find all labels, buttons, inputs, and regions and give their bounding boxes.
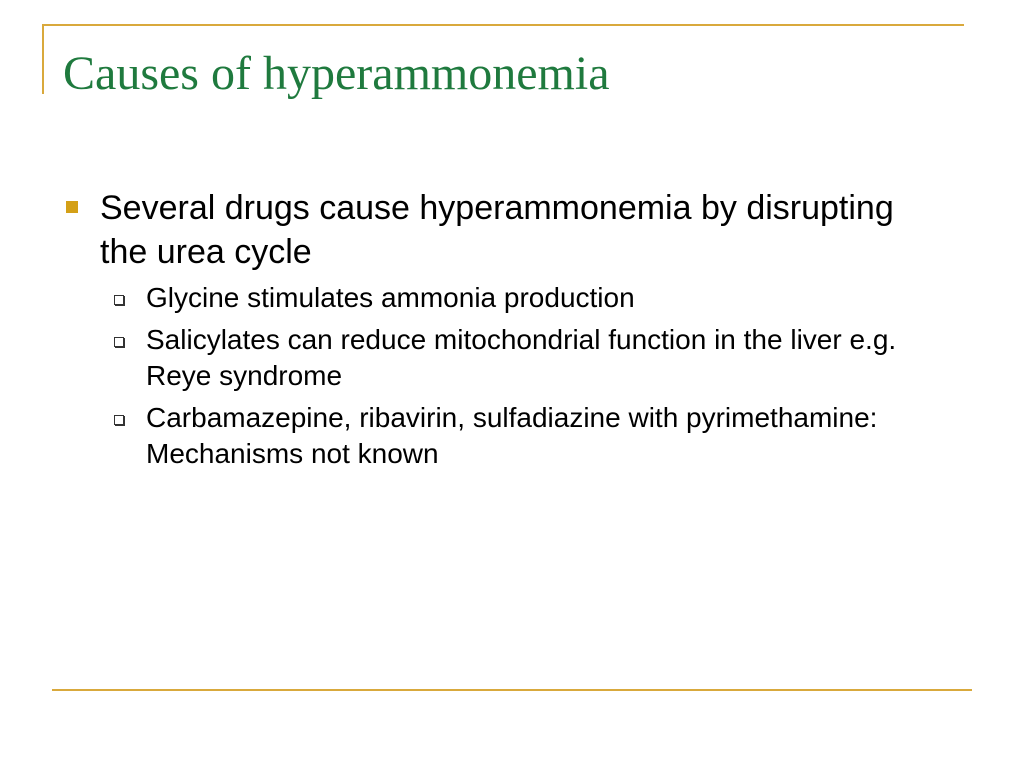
filled-square-bullet-icon [66, 201, 78, 213]
sub-bullet-list [64, 280, 944, 472]
sub-bullet-item [146, 280, 944, 316]
bullet-text: Several drugs cause hyperammonemia by disrupting the urea cycle [100, 189, 894, 271]
slide-content [64, 186, 944, 478]
hollow-square-bullet-icon [114, 415, 124, 425]
sub-bullet-text: Carbamazepine, ribavirin, sulfadiazine with pyrimethamine: Mechanisms not known [146, 402, 878, 469]
sub-bullet-item [146, 322, 944, 394]
frame-left-line [42, 24, 44, 94]
hollow-square-bullet-icon [114, 337, 124, 347]
frame-top-line [42, 24, 964, 26]
hollow-square-bullet-icon [114, 295, 124, 305]
frame-bottom-line [52, 689, 972, 691]
sub-bullet-text: Glycine stimulates ammonia production [146, 282, 635, 313]
bullet-item [64, 186, 944, 274]
sub-bullet-item [146, 400, 944, 472]
slide-title: Causes of hyperammonemia [63, 47, 610, 100]
sub-bullet-text: Salicylates can reduce mitochondrial function in the liver e.g. Reye syndrome [146, 324, 897, 391]
